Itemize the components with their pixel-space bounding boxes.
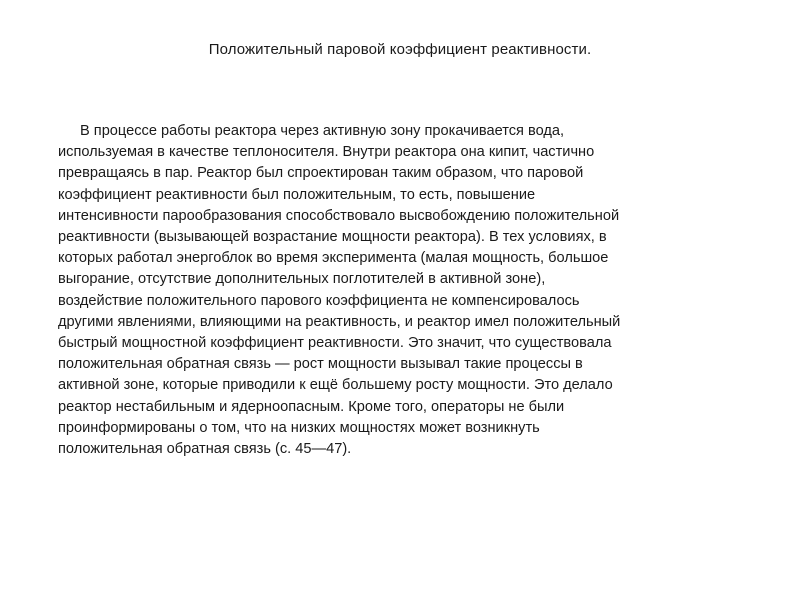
body-line: реактивности (вызывающей возрастание мощности реактора). В тех условиях, в (58, 229, 607, 246)
body-line: выгорание, отсутствие дополнительных поглотителей в активной зоне), (58, 271, 546, 288)
body-line: активной зоне, которые приводили к ещё большему росту мощности. Это делало (58, 377, 613, 394)
body-line: коэффициент реактивности был положительным, то есть, повышение (58, 186, 536, 203)
body-line: положительная обратная связь — рост мощности вызывал такие процессы в (58, 356, 583, 373)
body-line: В процессе работы реактора через активную зону прокачивается вода, (80, 123, 565, 139)
body-line: воздействие положительного парового коэффициента не компенсировалось (58, 292, 580, 309)
slide-title: Положительный паровой коэффициент реактивности. (208, 41, 592, 58)
slide-body-text (58, 121, 758, 460)
body-line: превращаясь в пар. Реактор был спроектирован таким образом, что паровой (58, 165, 584, 182)
body-line: быстрый мощностной коэффициент реактивности. Это значит, что существовала (58, 335, 612, 352)
body-line: используемая в качестве теплоносителя. Внутри реактора она кипит, частично (58, 144, 595, 161)
body-line: интенсивности парообразования способствовало высвобождению положительной (58, 207, 620, 224)
body-line: другими явлениями, влияющими на реактивность, и реактор имел положительный (58, 313, 621, 330)
body-line: проинформированы о том, что на низких мощностях может возникнуть (58, 419, 540, 436)
body-line: положительная обратная связь (с. 45—47). (58, 441, 352, 458)
body-line: которых работал энергоблок во время эксперимента (малая мощность, большое (58, 250, 609, 267)
body-line: реактор нестабильным и ядерноопасным. Кроме того, операторы не были (58, 398, 565, 415)
